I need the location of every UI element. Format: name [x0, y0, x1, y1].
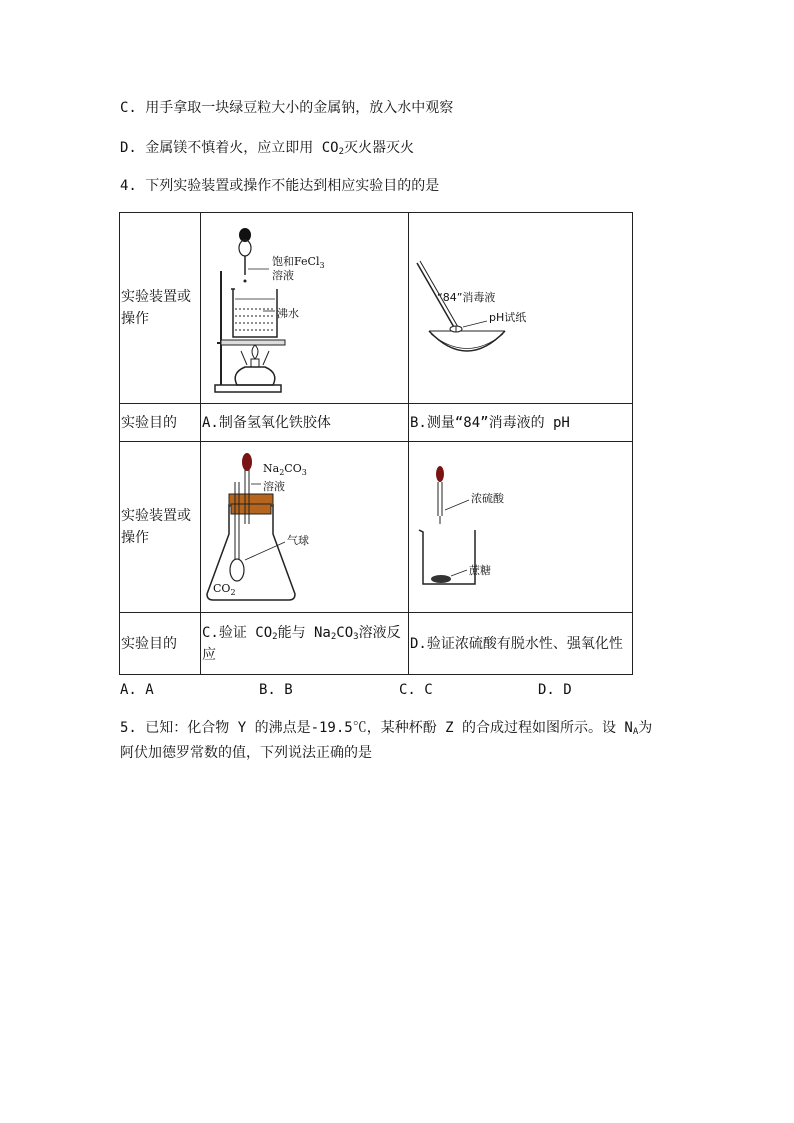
option-c-text: C. 用手拿取一块绿豆粒大小的金属钠，放入水中观察	[120, 100, 454, 116]
dropper-bulb-icon	[242, 453, 252, 471]
option-d-text-1: D. 金属镁不慎着火，应立即用 CO	[120, 140, 339, 156]
ph-paper-label: pH试纸	[489, 311, 527, 324]
co2-label: $CO_2$	[213, 582, 236, 597]
label-leader	[463, 321, 487, 327]
question-5-line-2: 阿伏加德罗常数的值，下列说法正确的是	[120, 745, 372, 761]
stopper-lower	[231, 504, 271, 514]
experiment-table	[119, 212, 633, 675]
solution-label: “84”消毒液	[437, 291, 496, 304]
question-4-stem: 4. 下列实验装置或操作不能达到相应实验目的的是	[120, 178, 440, 194]
option-d-text	[120, 138, 414, 158]
answer-option-a[interactable]: A. A	[120, 682, 154, 698]
diagram-a-colloid-setup	[201, 213, 408, 403]
diagram-b-cell	[409, 213, 633, 404]
dropper-body	[239, 240, 251, 256]
purpose-d: D.验证浓硫酸有脱水性、强氧化性	[409, 613, 633, 675]
tripod-leg	[263, 351, 269, 365]
option-d-text-2: 灭火器灭火	[344, 140, 414, 156]
label-leader	[445, 500, 469, 510]
alcohol-lamp	[235, 367, 275, 385]
diagram-a-cell	[201, 213, 409, 404]
watch-glass-inner	[431, 334, 503, 349]
option-d-sub: 2	[338, 147, 344, 157]
lamp-wick	[251, 359, 259, 367]
diagram-c-cell	[201, 442, 409, 613]
purpose-b: B.测量“84”消毒液的 pH	[409, 404, 633, 442]
diagram-b-ph-setup	[409, 213, 632, 403]
answer-option-d[interactable]: D. D	[538, 682, 572, 698]
solution-label: 溶液	[263, 480, 285, 493]
reagent-label-2: 溶液	[272, 269, 294, 282]
sugar-icon	[431, 575, 451, 583]
diagram-c-co2-setup	[201, 442, 408, 612]
na2co3-label: $Na_2CO_3$	[263, 462, 307, 477]
question-5-line-1: 5. 已知：化合物 Y 的沸点是-19.5℃，某种杯酚 Z 的合成过程如图所示。设 $N_A$为	[120, 720, 653, 737]
stand-base	[215, 385, 281, 392]
sugar-label: 蔗糖	[469, 564, 491, 577]
balloon-label: 气球	[287, 534, 309, 547]
flame-icon	[252, 345, 258, 359]
reagent-label: 饱和FeCl$_3$	[272, 255, 325, 270]
row1-header: 实验装置或操作	[120, 213, 201, 404]
row2-header: 实验目的	[120, 404, 201, 442]
water-label: 沸水	[277, 307, 299, 320]
gauze	[221, 340, 285, 345]
drop	[244, 280, 247, 283]
purpose-a: A.制备氢氧化铁胶体	[201, 404, 409, 442]
answer-option-b[interactable]: B. B	[259, 682, 293, 698]
diagram-d-cell	[409, 442, 633, 613]
balloon-icon	[230, 559, 244, 581]
label-leader	[451, 570, 467, 576]
answer-option-c[interactable]: C. C	[399, 682, 433, 698]
answer-options	[120, 682, 640, 702]
tripod-leg	[241, 351, 247, 365]
row4-header: 实验目的	[120, 613, 201, 675]
acid-label: 浓硫酸	[471, 492, 504, 505]
purpose-c: C.验证 $CO_2$能与 $Na_2CO_3$溶液反应	[201, 613, 409, 675]
dropper-bulb-icon	[436, 466, 444, 482]
row3-header: 实验装置或操作	[120, 442, 201, 613]
diagram-d-sulfuric-setup	[409, 442, 632, 612]
